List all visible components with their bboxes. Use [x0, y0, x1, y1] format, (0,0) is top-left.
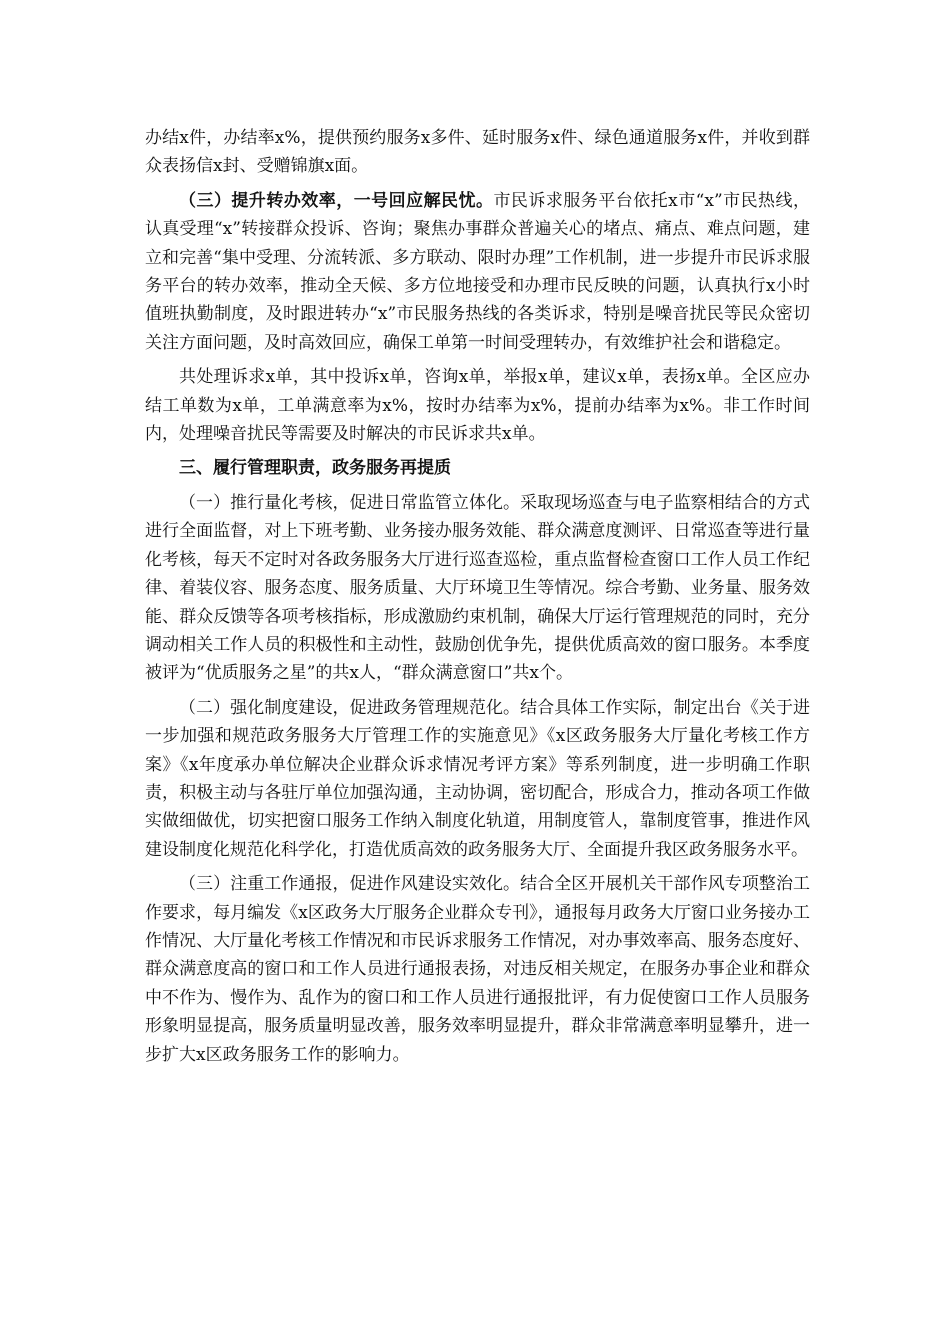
paragraph-transfer-efficiency [145, 187, 810, 357]
paragraph-statistics: 共处理诉求x单，其中投诉x单，咨询x单，举报x单，建议x单，表扬x单。全区应办结工单数为x单，工单满意率为x%，按时办结率为x%，提前办结率为x%。非工作时间内，处理噪音扰民等需要及时解决的市民诉求共x单。 [145, 367, 810, 445]
paragraph-work-bulletin: （三）注重工作通报，促进作风建设实效化。结合全区开展机关干部作风专项整治工作要求，每月编发《x区政务大厅服务企业群众专刊》，通报每月政务大厅窗口业务接办工作情况、大厅量化考核工作情况和市民诉求服务工作情况，对办事效率高、服务态度好、群众满意度高的窗口和工作人员进行通报表扬，对违反相关规定，在服务办事企业和群众中不作为、慢作为、乱作为的窗口和工作人员进行通报批评，有力促使窗口工作人员服务形象明显提高，服务质量明显改善，服务效率明显提升，群众非常满意率明显攀升，进一步扩大x区政务服务工作的影响力。 [145, 874, 810, 1065]
paragraph-quantitative-assessment: （一）推行量化考核，促进日常监管立体化。采取现场巡查与电子监察相结合的方式进行全面监督，对上下班考勤、业务接办服务效能、群众满意度测评、日常巡查等进行量化考核，每天不定时对各政务服务大厅进行巡查巡检，重点监督检查窗口工作人员工作纪律、着装仪容、服务态度、服务质量、大厅环境卫生等情况。综合考勤、业务量、服务效能、群众反馈等各项考核指标，形成激励约束机制，确保大厅运行管理规范的同时，充分调动相关工作人员的积极性和主动性，鼓励创优争先，提供优质高效的窗口服务。本季度被评为“优质服务之星”的共x人，“群众满意窗口”共x个。 [145, 492, 810, 684]
document-page [145, 124, 810, 1075]
section-heading-three: 三、履行管理职责，政务服务再提质 [179, 458, 451, 479]
paragraph-lead-heading: （三）提升转办效率，一号回应解民忧。 [179, 190, 494, 211]
paragraph-system-building: （二）强化制度建设，促进政务管理规范化。结合具体工作实际，制定出台《关于进一步加强和规范政务服务大厅管理工作的实施意见》《x区政务服务大厅量化考核工作方案》《x年度承办单位解决企业群众诉求情况考评方案》等系列制度，进一步明确工作职责，积极主动与各驻厅单位加强沟通，主动协调，密切配合，形成合力，推动各项工作做实做细做优，切实把窗口服务工作纳入制度化轨道，用制度管人，靠制度管事，推进作风建设制度化规范化科学化，打造优质高效的政务服务大厅、全面提升我区政务服务水平。 [145, 697, 810, 860]
paragraph-continuation: 办结x件，办结率x%，提供预约服务x多件、延时服务x件、绿色通道服务x件，并收到群众表扬信x封、受赠锦旗x面。 [145, 128, 810, 177]
paragraph-body: 市民诉求服务平台依托x市“x”市民热线，认真受理“x”转接群众投诉、咨询；聚焦办事群众普遍关心的堵点、痛点、难点问题，建立和完善“集中受理、分流转派、多方联动、限时办理”工作机制，进一步提升市民诉求服务平台的转办效率，推动全天候、多方位地接受和办理市民反映的问题，认真执行x小时值班执勤制度，及时跟进转办“x”市民服务热线的各类诉求，特别是噪音扰民等民众密切关注方面问题，及时高效回应，确保工单第一时间受理转办，有效维护社会和谐稳定。 [145, 190, 810, 353]
